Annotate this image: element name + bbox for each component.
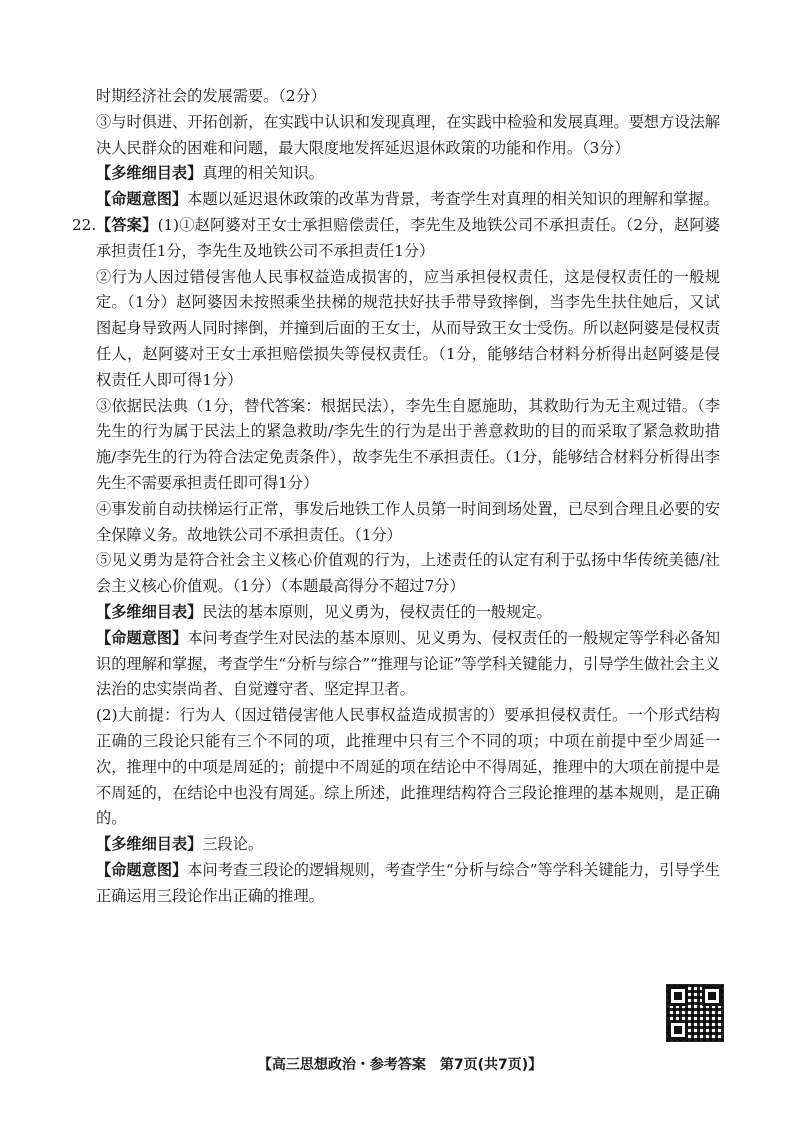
paragraph xyxy=(96,187,720,213)
section-tag: 【命题意图】 xyxy=(96,190,188,209)
paragraph-text: 本问考查三段论的逻辑规则，考查学生“分析与综合”等学科关键能力，引导学生正确运用三段论作出正确的推理。 xyxy=(96,860,721,905)
paragraph xyxy=(96,858,720,910)
paragraph xyxy=(96,832,720,858)
paragraph-text: 民法的基本原则，见义勇为，侵权责任的一般规定。 xyxy=(202,602,552,621)
qr-finder-mark xyxy=(668,986,688,1006)
paragraph: ④事发前自动扶梯运行正常，事发后地铁工作人员第一时间到场处置，已尽到合理且必要的安全保障义务。故地铁公司不承担责任。（1分） xyxy=(96,499,720,544)
paragraph xyxy=(96,600,720,626)
paragraph xyxy=(96,626,720,703)
qr-code-icon xyxy=(666,984,724,1042)
paragraph-text: 本题以延迟退休政策的改革为背景，考查学生对真理的相关知识的理解和掌握。 xyxy=(187,190,719,209)
paragraph: ③依据民法典（1分，替代答案：根据民法），李先生自愿施助，其救助行为无主观过错。（李先生的行为属于民法上的紧急救助/李先生的行为是出于善意救助的目的而采取了紧急救助措施/李先生的行为符合法定免责条件），故李先生不承担责任。（1分，能够结合材料分析得出李先生不需要承担责任即可得1分） xyxy=(96,396,720,492)
paragraph: ⑤见义勇为是符合社会主义核心价值观的行为，上述责任的认定有利于弘扬中华传统美德/社会主义核心价值观。（1分）（本题最高得分不超过7分） xyxy=(96,551,720,596)
question-number: 22. xyxy=(72,215,97,234)
section-tag: 【命题意图】 xyxy=(96,860,188,879)
answer-document-body xyxy=(72,84,721,910)
page-footer: 【高三思想政治・参考答案 第7页(共7页)】 xyxy=(257,1057,543,1073)
section-tag: 【多维细目表】 xyxy=(96,602,203,621)
section-tag: 【多维细目表】 xyxy=(96,164,203,183)
section-tag: 【多维细目表】 xyxy=(96,835,203,854)
paragraph-text: 本问考查学生对民法的基本原则、见义勇为、侵权责任的一般规定等学科必备知识的理解和掌握，考查学生“分析与综合”“推理与论证”等学科关键能力，引导学生做社会主义法治的忠实崇尚者、自觉遵守者、坚定捍卫者。 xyxy=(96,628,721,699)
section-tag: 【命题意图】 xyxy=(96,628,188,647)
qr-finder-mark xyxy=(668,1020,688,1040)
paragraph-text: 三段论。 xyxy=(202,835,264,854)
paragraph xyxy=(96,161,720,187)
paragraph: ②行为人因过错侵害他人民事权益造成损害的，应当承担侵权责任，这是侵权责任的一般规定。（1分）赵阿婆因未按照乘坐扶梯的规范扶好扶手带导致摔倒，当李先生扶住她后，又试图起身导致两人同时摔倒，并撞到后面的王女士，从而导致王女士受伤。所以赵阿婆是侵权责任人，赵阿婆对王女士承担赔偿损失等侵权责任。（1分，能够结合材料分析得出赵阿婆是侵权责任人即可得1分） xyxy=(96,267,720,389)
paragraph: (2)大前提：行为人（因过错侵害他人民事权益造成损害的）要承担侵权责任。一个形式结构正确的三段论只能有三个不同的项，此推理中只有三个不同的项；中项在前提中至少周延一次，推理中的中项是周延的；前提中不周延的项在结论中不得周延，推理中的大项在前提中是不周延的，在结论中也没有周延。综上所述，此推理结构符合三段论推理的基本规则，是正确的。 xyxy=(96,706,720,828)
paragraph: ③与时俱进、开拓创新，在实践中认识和发现真理，在实践中检验和发展真理。要想方设法解决人民群众的困难和问题，最大限度地发挥延迟退休政策的功能和作用。（3分） xyxy=(96,112,720,157)
qr-finder-mark xyxy=(702,986,722,1006)
paragraph-text: (1)①赵阿婆对王女士承担赔偿责任，李先生及地铁公司不承担责任。（2分，赵阿婆承担责任1分，李先生及地铁公司不承担责任1分） xyxy=(96,215,720,260)
question-22 xyxy=(72,213,720,265)
paragraph: 时期经济社会的发展需要。（2分） xyxy=(96,87,326,105)
section-tag: 【答案】 xyxy=(96,215,158,234)
paragraph-text: 真理的相关知识。 xyxy=(202,164,324,183)
